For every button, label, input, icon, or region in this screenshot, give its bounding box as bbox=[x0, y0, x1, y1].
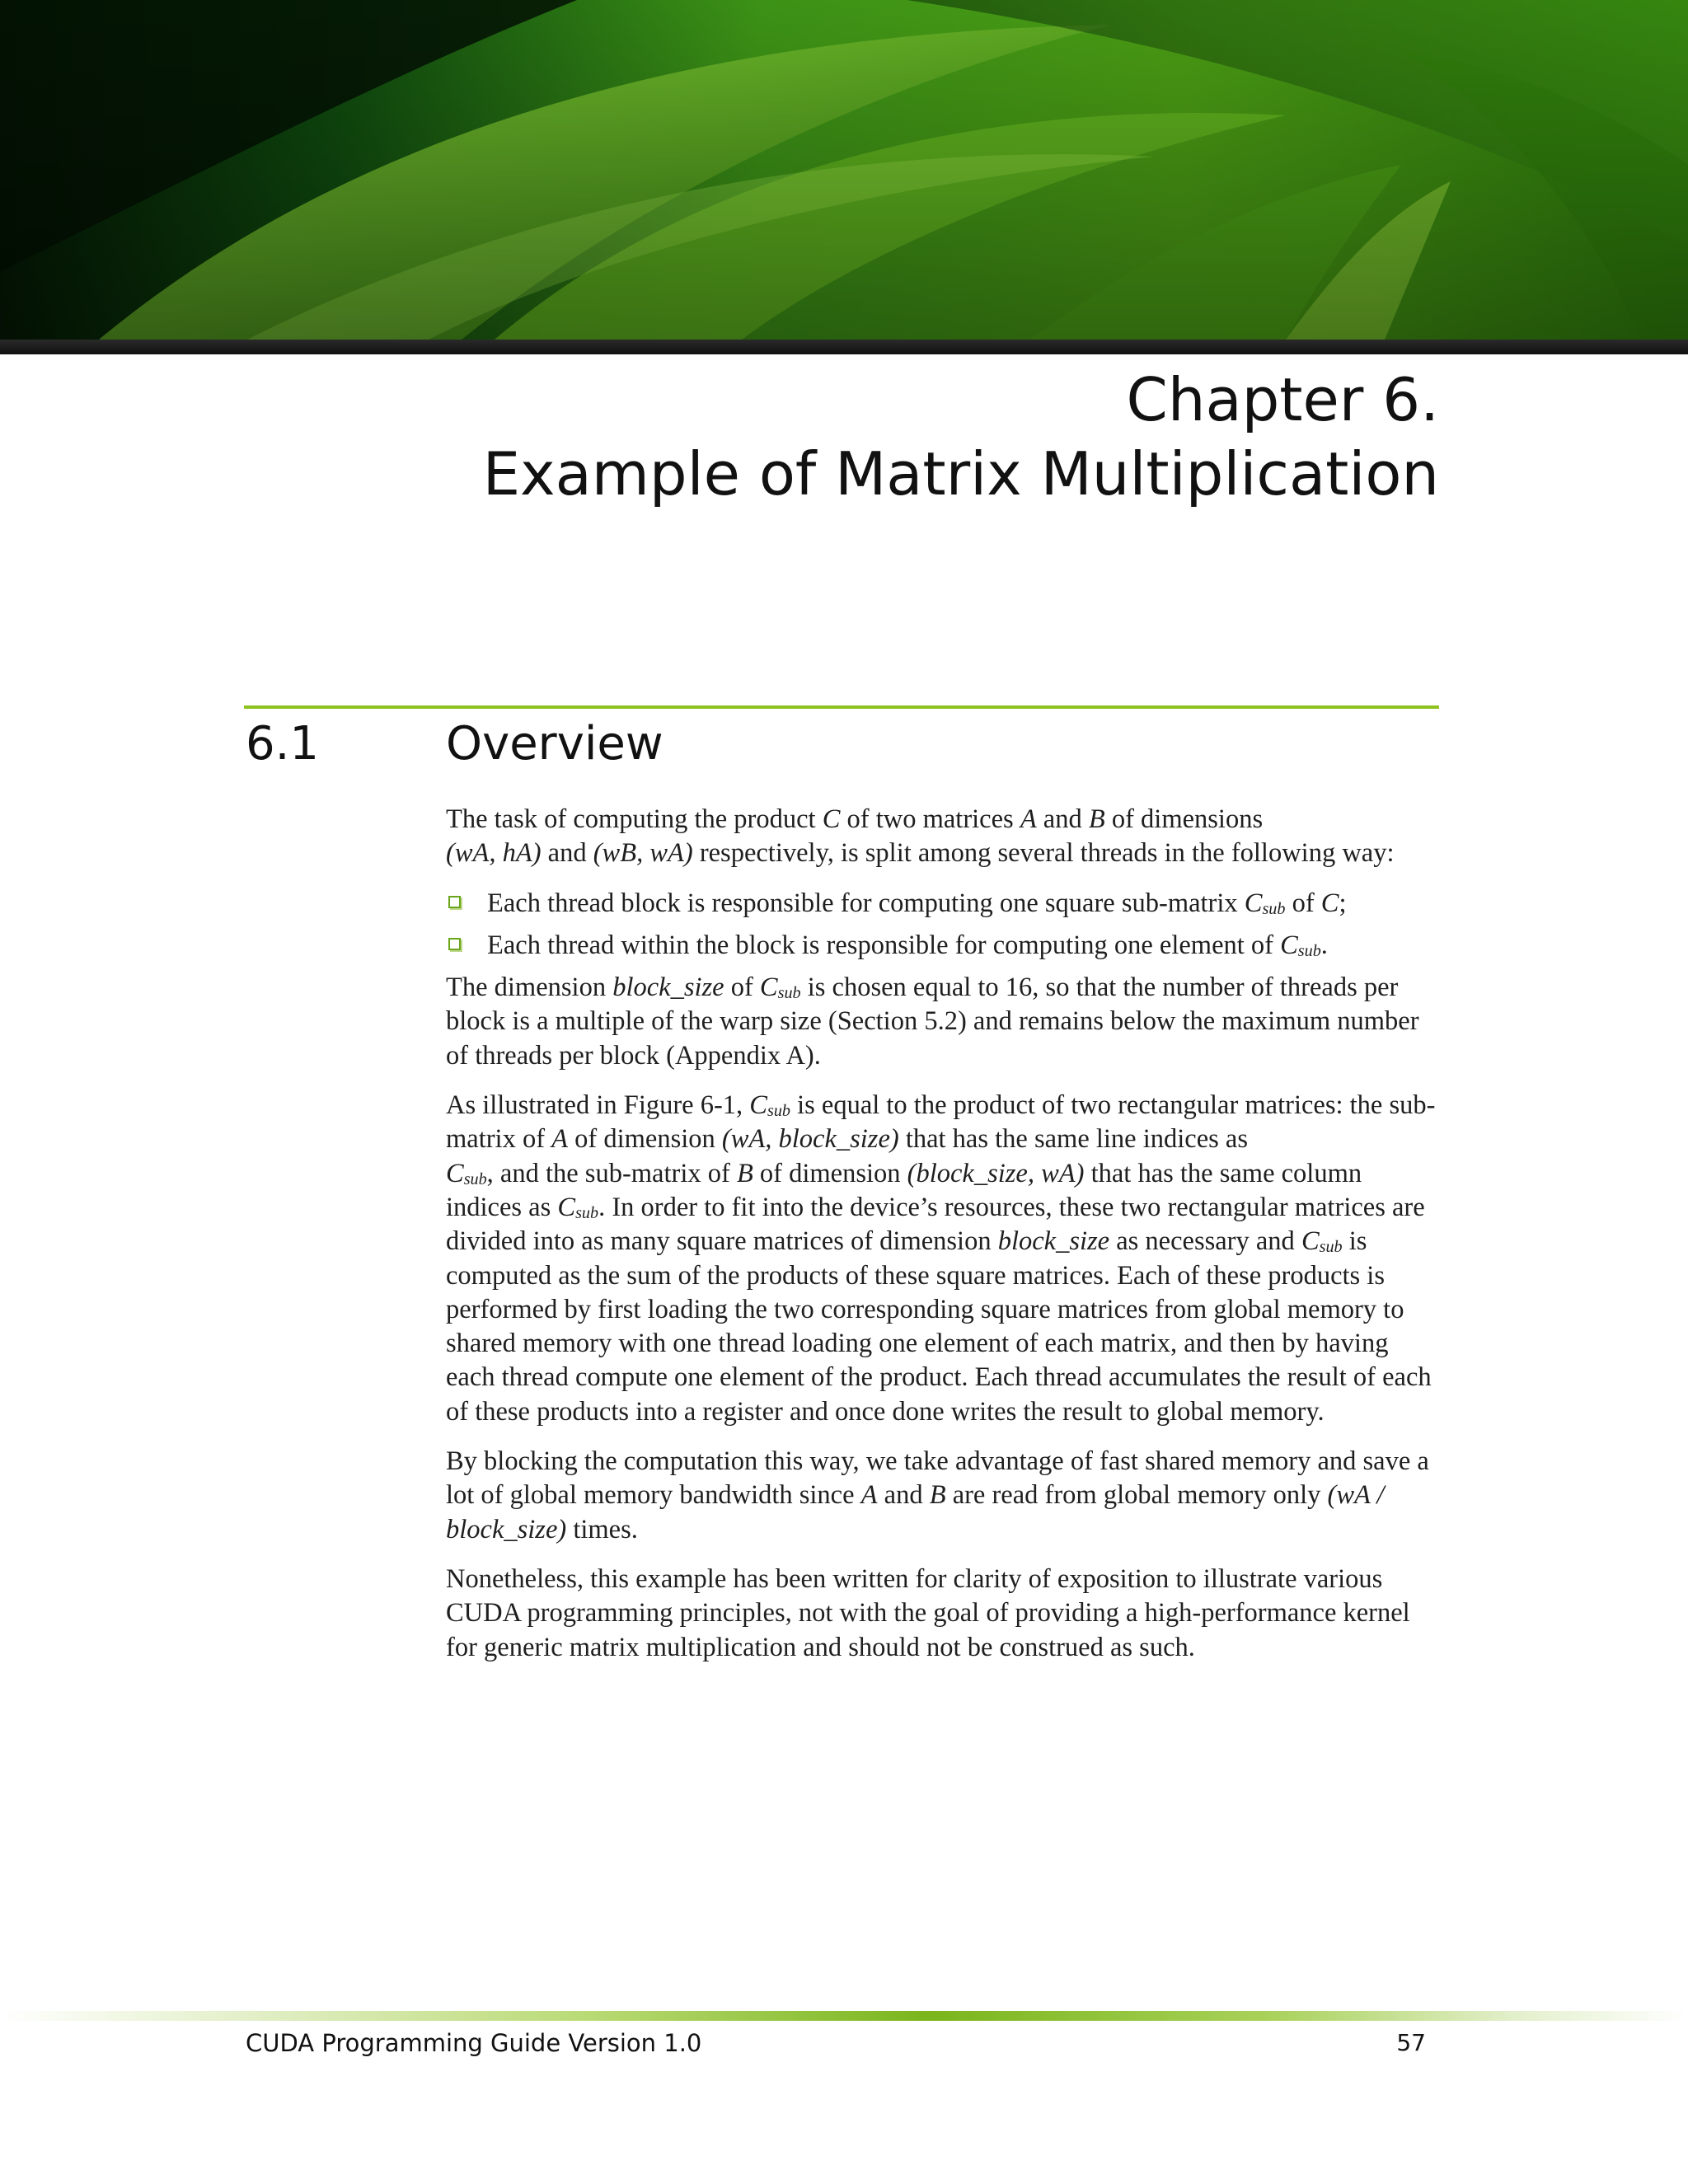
bullet-list bbox=[446, 887, 1443, 963]
section-number: 6.1 bbox=[246, 717, 320, 771]
paragraph-block-size: The dimension block_size of $C_{sub}$ is chosen equal to 16, so that the number of threads per block is a multiple of the warp size (Section 5.2) and remains below the maximum number of threads per block (Appendix A). bbox=[446, 972, 1419, 1071]
banner-divider bbox=[0, 340, 1688, 354]
paragraph-disclaimer: Nonetheless, this example has been written for clarity of exposition to illustrate various CUDA programming principles, not with the goal of providing a high-performance kernel for generic matrix multiplication and should not be construed as such. bbox=[446, 1563, 1410, 1662]
section-body bbox=[446, 803, 1443, 1680]
section-rule bbox=[244, 705, 1439, 709]
footer-document-title: CUDA Programming Guide Version 1.0 bbox=[246, 2029, 702, 2057]
footer-band bbox=[0, 2011, 1688, 2021]
checkbox-bullet-icon bbox=[448, 896, 461, 908]
list-item: Each thread within the block is responsible for computing one element of $C_{sub}$. bbox=[446, 929, 1443, 963]
chapter-title bbox=[483, 363, 1439, 511]
chapter-name: Example of Matrix Multiplication bbox=[482, 439, 1439, 509]
chapter-banner bbox=[0, 0, 1688, 340]
paragraph-intro: The task of computing the product C of two matrices A and B of dimensions (wA, hA) and (wB, wA) respectively, is split among several threads in the following way: bbox=[446, 804, 1395, 869]
banner-artwork bbox=[0, 0, 1688, 340]
paragraph-blocking: By blocking the computation this way, we take advantage of fast shared memory and save a lot of global memory bandwidth since A and B are read from global memory only (wA / block_size) times. bbox=[446, 1446, 1429, 1544]
section-title: Overview bbox=[446, 717, 663, 771]
checkbox-bullet-icon bbox=[448, 938, 461, 950]
list-item: Each thread block is responsible for computing one square sub-matrix $C_{sub}$ of C; bbox=[446, 887, 1443, 921]
footer-page-number: 57 bbox=[1396, 2029, 1426, 2056]
paragraph-algorithm: As illustrated in Figure 6-1, $C_{sub}$ is equal to the product of two rectangular matrices: the sub-matrix of A of dimension (wA, block_size) that has the same line indices as $C_{sub}$, and the sub-matrix of B of dimension (block_size, wA) that has the same column indices as $C_{sub}$. In order to fit into the device’s resources, these two rectangular matrices are divided into as many square matrices of dimension block_size as necessary and $C_{sub}$ is computed as the sum of the products of these square matrices. Each of these products is performed by first loading the two corresponding square matrices from global memory to shared memory with one thread loading one element of each matrix, and then by having each thread compute one element of the product. Each thread accumulates the result of each of these products into a register and once done writes the result to global memory. bbox=[446, 1090, 1436, 1427]
chapter-number: Chapter 6. bbox=[1126, 365, 1439, 434]
